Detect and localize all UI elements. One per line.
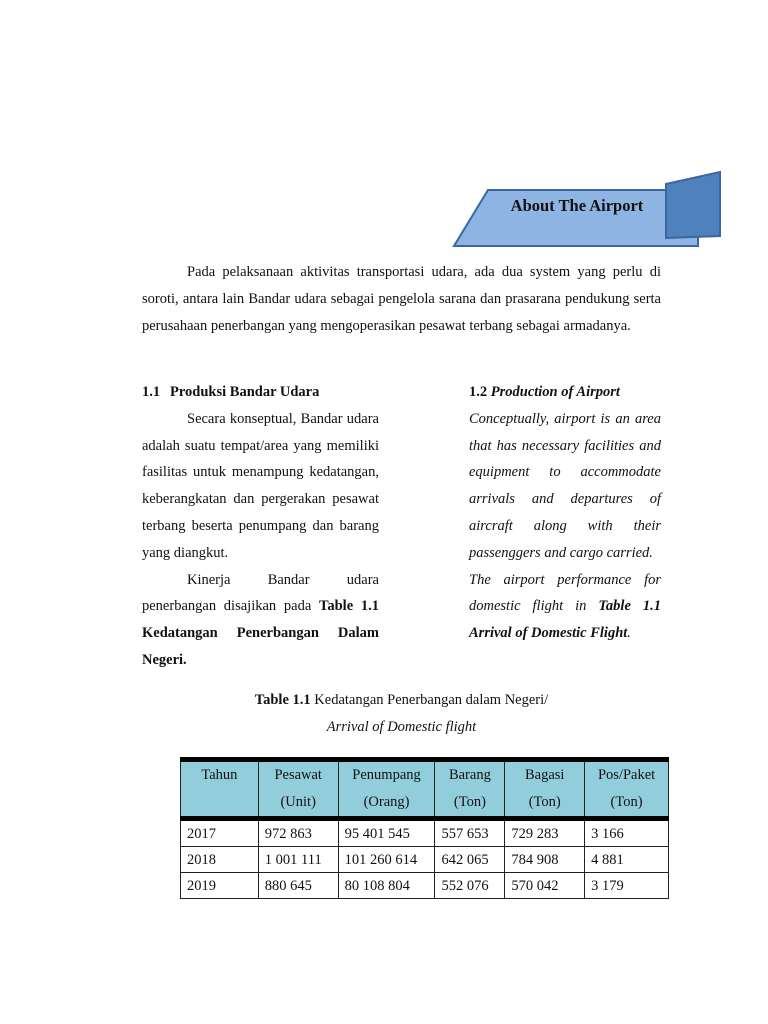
cell-penumpang: 80 108 804 [338, 873, 435, 899]
header-name: Tahun [201, 767, 238, 783]
caption-text: Kedatangan Penerbangan dalam Negeri/ [314, 692, 549, 708]
right-paragraph-2-end: . [627, 625, 631, 642]
cell-pesawat: 972 863 [258, 819, 338, 847]
cell-tahun: 2018 [181, 847, 259, 873]
header-unit: (Ton) [610, 794, 643, 810]
left-paragraph-2-text: Kinerja Bandar udara penerbangan disajikan pada [142, 571, 379, 615]
header-unit: (Ton) [453, 794, 486, 810]
right-paragraph-1-text: Conceptually, airport is an area that has necessary facilities and equipment to accommodate arrivals and departures of aircraft along with their passenggers and cargo carried. [469, 410, 661, 561]
right-heading [469, 379, 661, 406]
header-tahun [181, 760, 259, 819]
left-heading-text: Produksi Bandar Udara [170, 384, 320, 400]
cell-bagasi: 729 283 [505, 819, 585, 847]
header-barang [435, 760, 505, 819]
cell-penumpang: 95 401 545 [338, 819, 435, 847]
intro-text: Pada pelaksanaan aktivitas transportasi udara, ada dua system yang perlu di soroti, antara lain Bandar udara sebagai pengelola sarana dan prasarana pendukung serta perusahaan penerbangan yang mengoperasikan pesawat terbang sebagai armadanya. [142, 264, 661, 334]
right-column [469, 379, 661, 647]
cell-pos-paket: 3 179 [585, 873, 669, 899]
right-paragraph-1 [469, 406, 661, 567]
caption-subtitle: Arrival of Domestic flight [326, 719, 477, 735]
header-unit: (Unit) [280, 794, 316, 810]
right-paragraph-2-text: The airport performance for domestic flight in [469, 571, 661, 615]
table-row [181, 847, 669, 873]
cell-pos-paket: 4 881 [585, 847, 669, 873]
table-header-row [181, 760, 669, 819]
cell-tahun: 2019 [181, 873, 259, 899]
intro-paragraph [142, 259, 661, 340]
header-penumpang [338, 760, 435, 819]
header-name: Pesawat [274, 767, 322, 783]
header-pesawat [258, 760, 338, 819]
table-row [181, 819, 669, 847]
cell-tahun: 2017 [181, 819, 259, 847]
header-name: Pos/Paket [597, 767, 656, 783]
table-caption [142, 687, 661, 741]
right-paragraph-2 [469, 567, 661, 647]
right-table-reference: Table 1.1 Arrival of Domestic Flight [469, 598, 661, 642]
header-pos-paket [585, 760, 669, 819]
section-banner [452, 170, 724, 250]
left-paragraph-1 [142, 406, 379, 567]
header-name: Penumpang [352, 767, 421, 783]
right-heading-text: Production of Airport [490, 384, 620, 400]
header-unit: (Orang) [363, 794, 410, 810]
left-heading [142, 379, 379, 406]
arrival-table [180, 757, 669, 899]
table-row [181, 873, 669, 899]
left-column [142, 379, 379, 674]
header-name: Barang [448, 767, 491, 783]
caption-label: Table 1.1 [254, 692, 311, 708]
left-paragraph-2 [142, 567, 379, 674]
header-name: Bagasi [524, 767, 565, 783]
cell-barang: 552 076 [435, 873, 505, 899]
cell-penumpang: 101 260 614 [338, 847, 435, 873]
header-bagasi [505, 760, 585, 819]
left-heading-number: 1.1 [142, 384, 161, 400]
left-table-reference: Table 1.1 Kedatangan Penerbangan Dalam Negeri. [142, 598, 380, 668]
cell-pesawat: 1 001 111 [258, 847, 338, 873]
cell-barang: 642 065 [435, 847, 505, 873]
cell-barang: 557 653 [435, 819, 505, 847]
right-heading-number: 1.2 [469, 384, 488, 400]
banner-title: About The Airport [510, 196, 644, 215]
cell-pesawat: 880 645 [258, 873, 338, 899]
left-paragraph-1-text: Secara konseptual, Bandar udara adalah suatu tempat/area yang memiliki fasilitas untuk menampung kedatangan, keberangkatan dan pergerakan pesawat terbang beserta penumpang dan barang yang diangkut. [142, 410, 379, 561]
cell-bagasi: 570 042 [505, 873, 585, 899]
cell-bagasi: 784 908 [505, 847, 585, 873]
cell-pos-paket: 3 166 [585, 819, 669, 847]
header-unit: (Ton) [528, 794, 561, 810]
